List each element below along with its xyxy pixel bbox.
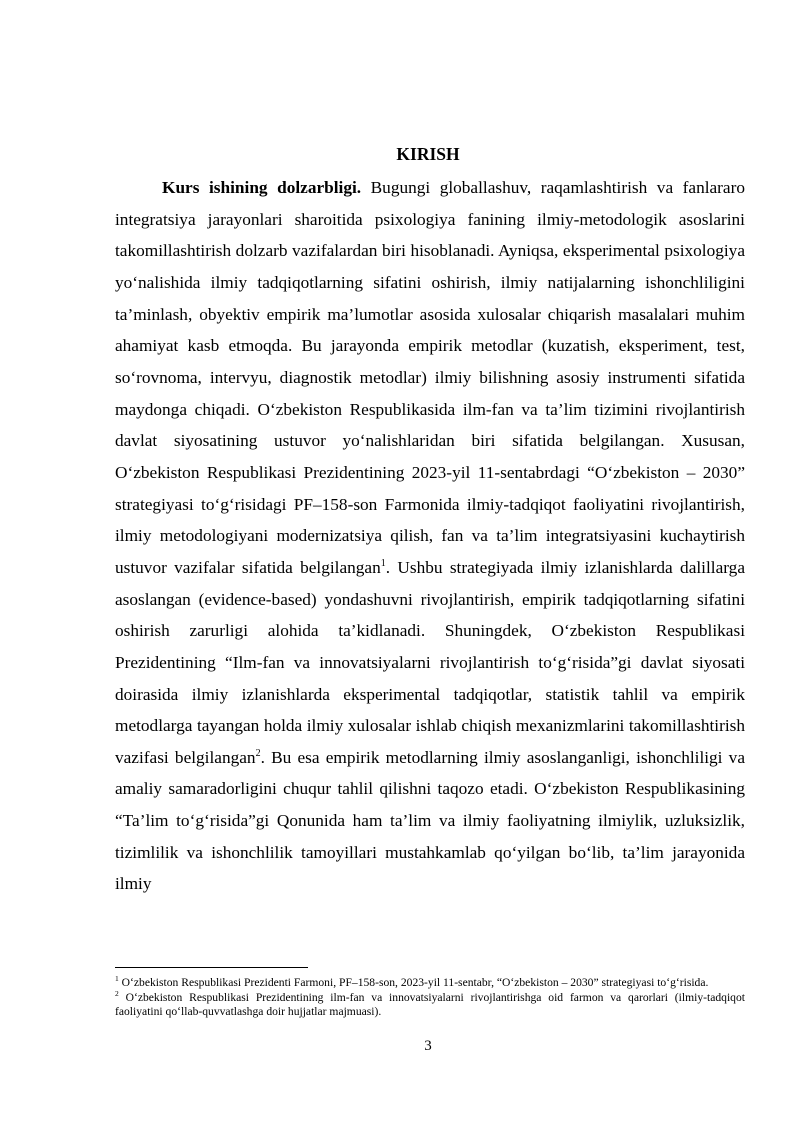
paragraph-text-part-3: . Bu esa empirik metodlarning ilmiy asoslanganligi, ishonchliligi va amaliy samaradorligini chuqur tahlil qilishni taqozo etadi. O‘zbekiston Respublikasining “Ta’lim to‘g‘risida”gi Qonunida ham ta’lim va ilmiy faoliyatning ilmiylik, uzluksizlik, tizimlilik va ishonchlilik tamoyillari mustahkamlab qo‘yilgan bo‘lib, ta’lim jarayonida ilmiy [115,747,745,894]
footnotes [115,976,745,1020]
paragraph-text-part-1: Bugungi globallashuv, raqamlashtirish va fanlararo integratsiya jarayonlari sharoitida psixologiya fanining ilmiy-metodologik asoslarini takomillashtirish dolzarb vazifalardan biri hisoblanadi. Ayniqsa, eksperimental psixologiya yo‘nalishida ilmiy tadqiqotlarning sifatini oshirish, ilmiy natijalarning ishonchliligini ta’minlash, obyektiv empirik ma’lumotlar asosida xulosalar chiqarish masalalari muhim ahamiyat kasb etmoqda. Bu jarayonda empirik metodlar (kuzatish, eksperiment, test, so‘rovnoma, intervyu, diagnostik metodlar) ilmiy bilishning asosiy instrumenti sifatida maydonga chiqadi. O‘zbekiston Respublikasida ilm-fan va ta’lim tizimini rivojlantirish davlat siyosatining ustuvor yo‘nalishlaridan biri sifatida belgilangan. Xususan, O‘zbekiston Respublikasi Prezidentining 2023-yil 11-sentabrdagi “O‘zbekiston – 2030” strategiyasi to‘g‘risidagi PF–158-son Farmonida ilmiy-tadqiqot faoliyatini rivojlantirish, ilmiy metodologiyani modernizatsiya qilish, fan va ta’lim integratsiyasini kuchaytirish ustuvor vazifalar sifatida belgilangan [115,178,746,577]
footnote-marker-2: 2 [115,988,119,998]
footnote-ref-2[interactable]: 2 [255,748,261,760]
paragraph-lead: Kurs ishining dolzarbligi. [162,178,362,197]
footnote-ref-1[interactable]: 1 [380,558,386,570]
footnote-text-2: O‘zbekiston Respublikasi Prezidentining ilm-fan va innovatsiyalarni rivojlantirishga oid farmon va qarorlari (ilmiy-tadqiqot faoliyatini qo‘llab-quvvatlashga doir hujjatlar majmuasi). [115,990,745,1019]
footnote-text-1: O‘zbekiston Respublikasi Prezidenti Farmoni, PF–158-son, 2023-yil 11-sentabr, “O‘zbekiston – 2030” strategiyasi to‘g‘risida. [118,976,709,989]
body-paragraph [115,172,745,900]
footnote-marker-1: 1 [115,974,119,984]
page-number: 3 [424,1038,432,1054]
footnote-separator [115,967,308,968]
paragraph-text-part-2: . Ushbu strategiyada ilmiy izlanishlarda dalillarga asoslangan (evidence-based) yondashuvni rivojlantirish, empirik tadqiqotlarning sifatini oshirish zarurligi alohida ta’kidlanadi. Shuningdek, O‘zbekiston Respublikasi Prezidentining “Ilm-fan va innovatsiyalarni rivojlantirish to‘g‘risida”gi davlat siyosati doirasida ilmiy izlanishlarda eksperimental tadqiqotlar, statistik tahlil va empirik metodlarga tayangan holda ilmiy xulosalar ishlab chiqish mexanizmlarini takomillashtirish vazifasi belgilangan [115,557,745,767]
footnote-2 [115,988,745,1020]
footnote-1 [115,976,745,991]
section-heading: KIRISH [396,144,460,164]
